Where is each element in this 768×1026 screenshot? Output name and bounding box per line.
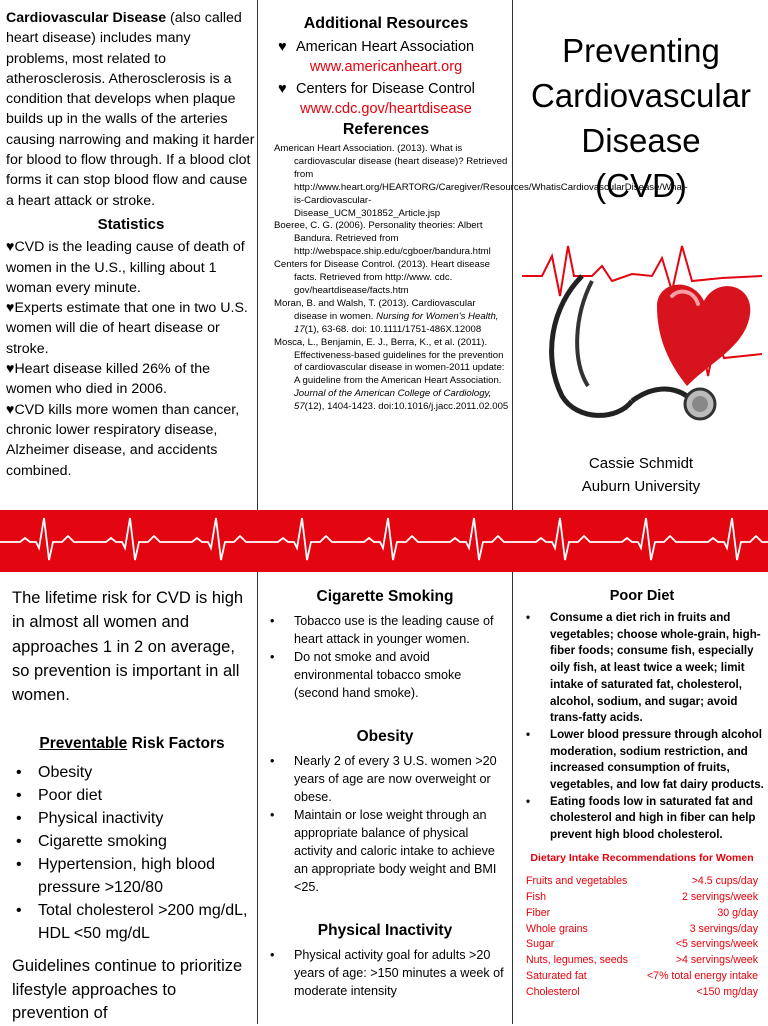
reference-journal: Journal of the American College of Cardiology, 57	[294, 388, 492, 413]
diet-item: • Eating foods low in saturated fat and cholesterol and high in fiber can help prevent high blood cholesterol.	[516, 794, 768, 844]
diet-food: Fiber	[526, 906, 551, 919]
diet-item: • Consume a diet rich in fruits and vegetables; choose whole-grain, high-fiber foods; consume fish, especially oily fish, at least twice a week; limit intake of saturated fat, cholesterol, alcohol, sodium, and sugar; avoid trans-fatty acids.	[516, 610, 768, 727]
resource-link[interactable]: www.americanheart.org	[309, 59, 463, 75]
reference-text: Mosca, L., Benjamin, E. J., Berra, K., et al. (2011). Effectiveness-based guidelines for the prevention of cardiovascular disease in women-2011 update: A guideline from the American Heart Association.	[274, 336, 505, 387]
lifestyle-section	[262, 728, 508, 896]
heart-icon: ♥	[6, 239, 15, 256]
diet-table-row	[516, 985, 768, 1001]
statistic-text: Heart disease killed 26% of the women who died in 2006.	[6, 361, 211, 398]
statistics-list	[6, 237, 256, 481]
resource-item	[262, 79, 510, 99]
ekg-banner	[0, 510, 768, 572]
heart-icon: ♥	[278, 39, 287, 55]
statistic-text: CVD is the leading cause of death of women in the U.S., killing about 1 woman every minute.	[6, 239, 245, 296]
section-item: • Nearly 2 of every 3 U.S. women >20 years of age are now overweight or obese.	[262, 752, 508, 806]
statistic-text: CVD kills more women than cancer, chronic lower respiratory disease, Alzheimer disease, and accidents combined.	[6, 401, 240, 479]
section-heading: Obesity	[356, 728, 414, 745]
title-line: (CVD)	[595, 167, 687, 204]
reference-text: Moran, B. and Walsh, T. (2013). Cardiovascular disease in women.	[274, 297, 476, 322]
panel-definition	[6, 8, 256, 508]
diet-table-row	[516, 922, 768, 938]
diet-food: Whole grains	[526, 922, 588, 935]
brochure-title	[514, 28, 768, 208]
risk-factor-item: • Obesity	[12, 761, 252, 784]
resources-list	[262, 37, 510, 119]
section-list	[262, 946, 508, 1000]
resources-heading: Additional Resources	[303, 15, 469, 32]
panel-risk-factors	[12, 586, 252, 1024]
reference-item	[268, 220, 510, 259]
reference-text: American Heart Association. (2013). What is cardiovascular disease (heart disease)? Retrieved from http://www.heart.org/HEARTORG/Caregiver/Resources/WhatisCardiovascularDisease/What-is-Cardiovascular-Disease_UCM_301852_Article.jsp	[274, 143, 688, 219]
diet-food: Nuts, legumes, seeds	[526, 954, 628, 967]
heart-icon: ♥	[6, 361, 15, 378]
title-line: Disease	[581, 122, 701, 159]
statistic-item	[6, 359, 256, 400]
diet-table-row	[516, 969, 768, 985]
diet-food: Fish	[526, 890, 547, 903]
diet-amount: >4 servings/week	[675, 954, 758, 967]
heart-icon: ♥	[6, 300, 15, 317]
risk-heading-underlined: Preventable	[39, 735, 128, 753]
section-item: • Maintain or lose weight through an appropriate balance of physical activity and caloric intake to achieve an appropriate body weight and BMI <25.	[262, 806, 508, 896]
lifestyle-section	[262, 922, 508, 1000]
diet-amount: <5 servings/week	[675, 938, 758, 951]
author-name: Cassie Schmidt	[588, 455, 694, 472]
diet-food: Sugar	[526, 938, 555, 951]
panel-lifestyle	[262, 588, 508, 1024]
diet-amount: <7% total energy intake	[646, 970, 758, 983]
references-heading: References	[342, 121, 430, 138]
poor-diet-heading: Poor Diet	[609, 588, 675, 604]
risk-factor-item: • Poor diet	[12, 784, 252, 807]
resource-name: American Heart Association	[296, 39, 475, 55]
statistic-item	[6, 400, 256, 481]
panel-cover	[514, 28, 768, 508]
reference-text: Boeree, C. G. (2006). Personality theories: Albert Bandura. Retrieved from http://webspace.ship.edu/cgboer/bandura.html	[274, 220, 491, 258]
reference-item	[268, 298, 510, 337]
diet-food: Fruits and vegetables	[526, 874, 628, 887]
statistic-item	[6, 298, 256, 359]
section-item: • Tobacco use is the leading cause of heart attack in younger women.	[262, 612, 508, 648]
diet-table-row	[516, 953, 768, 969]
diet-food: Cholesterol	[526, 986, 580, 999]
section-list	[262, 752, 508, 896]
statistics-heading: Statistics	[97, 215, 165, 233]
reference-journal: Nursing for Women's Health, 17	[294, 310, 499, 335]
diet-table-row	[516, 890, 768, 906]
risk-factors-heading	[12, 735, 252, 753]
title-line: Cardiovascular	[530, 77, 752, 114]
diet-amount: >4.5 cups/day	[691, 874, 758, 887]
diet-table-title: Dietary Intake Recommendations for Women	[530, 851, 754, 864]
guidelines-text: Guidelines continue to prioritize lifestyle approaches to prevention of	[12, 957, 243, 1023]
lifetime-risk-text: The lifetime risk for CVD is high in almost all women and approaches 1 in 2 on average, so prevention is important in all women.	[12, 589, 244, 705]
diet-table-row	[516, 937, 768, 953]
diet-amount: 30 g/day	[717, 906, 758, 919]
diet-food: Saturated fat	[526, 970, 587, 983]
diet-amount: 3 servings/day	[689, 922, 758, 935]
section-heading: Physical Inactivity	[317, 922, 453, 939]
cvd-definition	[6, 8, 256, 211]
heart-stethoscope-illustration	[522, 236, 762, 436]
reference-text: Centers for Disease Control. (2013). Heart disease facts. Retrieved from http://www. cdc. gov/heartdisease/facts.htm	[274, 259, 490, 296]
reference-text: (12), 1404-1423. doi:10.1016/j.jacc.2011.02.005	[304, 401, 509, 413]
diet-table-row	[516, 906, 768, 922]
risk-factor-item: • Physical inactivity	[12, 807, 252, 830]
author-institution: Auburn University	[581, 478, 701, 495]
diet-table	[516, 874, 768, 1001]
panel-poor-diet	[516, 588, 768, 1024]
heart-icon: ♥	[278, 81, 287, 97]
risk-factors-list	[12, 761, 252, 945]
section-item: • Do not smoke and avoid environmental tobacco smoke (second hand smoke).	[262, 648, 508, 702]
risk-heading-rest: Risk Factors	[127, 735, 225, 753]
cvd-term: Cardiovascular Disease	[6, 10, 167, 26]
risk-factor-item: • Hypertension, high blood pressure >120/80	[12, 853, 252, 899]
cvd-definition-text: (also called heart disease) includes many problems, most related to atherosclerosis. Atherosclerosis is a condition that develops when plaque builds up in the walls of the arteries causing narrowing and making it harder for blood to flow through. If a blood clot forms it can stop blood flow and cause a heart attack or stroke.	[6, 10, 255, 209]
section-item: • Physical activity goal for adults >20 years of age: >150 minutes a week of moderate intensity	[262, 946, 508, 1000]
diet-item: • Lower blood pressure through alcohol moderation, sodium restriction, and increased consumption of fruits, vegetables, and low fat dairy products.	[516, 727, 768, 794]
resource-name: Centers for Disease Control	[296, 81, 475, 97]
reference-text: (1), 63-68. doi: 10.1111/1751-486X.12008	[304, 323, 482, 335]
reference-item	[268, 337, 510, 414]
section-heading: Cigarette Smoking	[316, 588, 454, 605]
poor-diet-list	[516, 610, 768, 844]
diet-amount: 2 servings/week	[682, 890, 758, 903]
heart-icon: ♥	[6, 401, 15, 418]
risk-factor-item: • Total cholesterol >200 mg/dL, HDL <50 mg/dL	[12, 899, 252, 945]
diet-table-row	[516, 874, 768, 890]
statistic-item	[6, 237, 256, 298]
lifestyle-section	[262, 588, 508, 702]
risk-factor-item: • Cigarette smoking	[12, 830, 252, 853]
title-line: Preventing	[562, 32, 720, 69]
resource-link[interactable]: www.cdc.gov/heartdisease	[300, 101, 472, 117]
resource-item	[262, 37, 510, 57]
statistic-text: Experts estimate that one in two U.S. women will die of heart disease or stroke.	[6, 300, 248, 357]
diet-amount: <150 mg/day	[696, 986, 758, 999]
section-list	[262, 612, 508, 702]
reference-item	[268, 259, 510, 298]
